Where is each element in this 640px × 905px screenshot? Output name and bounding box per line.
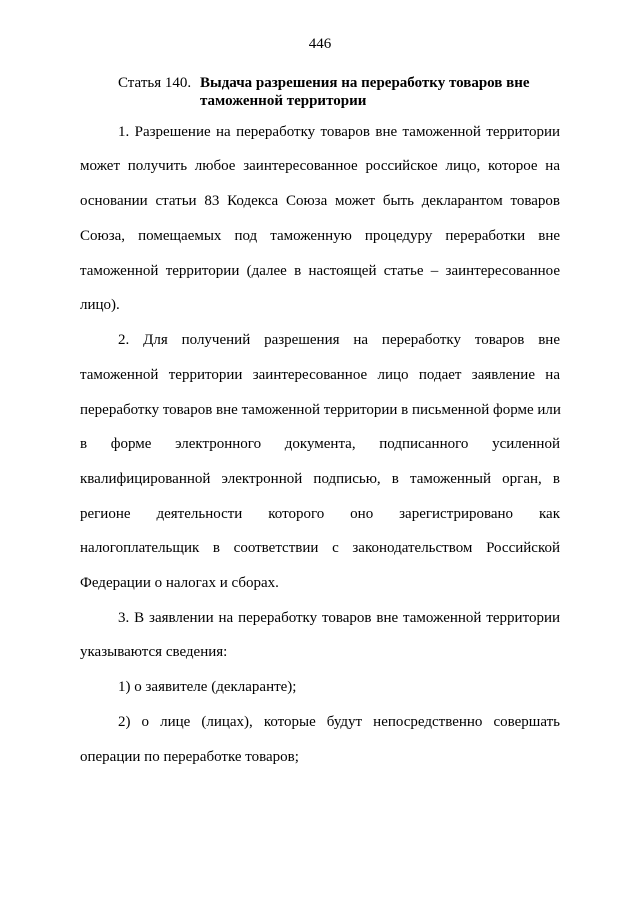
text-line: таможенной территории (далее в настоящей статье – заинтересованное (80, 263, 560, 279)
article-title (200, 74, 570, 110)
text-line: указываются сведения: (80, 644, 228, 660)
text-line: может получить любое заинтересованное российское лицо, которое на (80, 158, 560, 174)
text-line: переработку товаров вне таможенной территории в письменной форме или (80, 402, 561, 418)
text-line: таможенной территории заинтересованное лицо подает заявление на (80, 367, 560, 383)
text-line: операции по переработке товаров; (80, 749, 299, 765)
article-title-line-2: таможенной территории (200, 93, 367, 109)
text-line: Федерации о налогах и сборах. (80, 575, 279, 591)
text-line: квалифицированной электронной подписью, в таможенный орган, в (80, 471, 560, 487)
article-heading (118, 74, 578, 110)
text-line: 3. В заявлении на переработку товаров вне таможенной территории (118, 610, 560, 626)
article-number: Статья 140. (118, 75, 192, 91)
text-line: налогоплательщик в соответствии с законодательством Российской (80, 540, 560, 556)
text-line: Союза, помещаемых под таможенную процедуру переработки вне (80, 228, 560, 244)
text-line: 2) о лице (лицах), которые будут непосредственно совершать (118, 714, 560, 730)
article-title-line-1: Выдача разрешения на переработку товаров вне (200, 75, 530, 91)
text-line: 1) о заявителе (декларанте); (118, 679, 297, 695)
text-line: лицо). (80, 297, 120, 313)
page-number: 446 (308, 36, 332, 52)
text-line: 1. Разрешение на переработку товаров вне таможенной территории (118, 124, 560, 140)
text-line: 2. Для получений разрешения на переработку товаров вне (118, 332, 560, 348)
text-line: основании статьи 83 Кодекса Союза может быть декларантом товаров (80, 193, 560, 209)
text-line: в форме электронного документа, подписанного усиленной (80, 436, 560, 452)
text-line: регионе деятельности которого оно зарегистрировано как (80, 506, 560, 522)
